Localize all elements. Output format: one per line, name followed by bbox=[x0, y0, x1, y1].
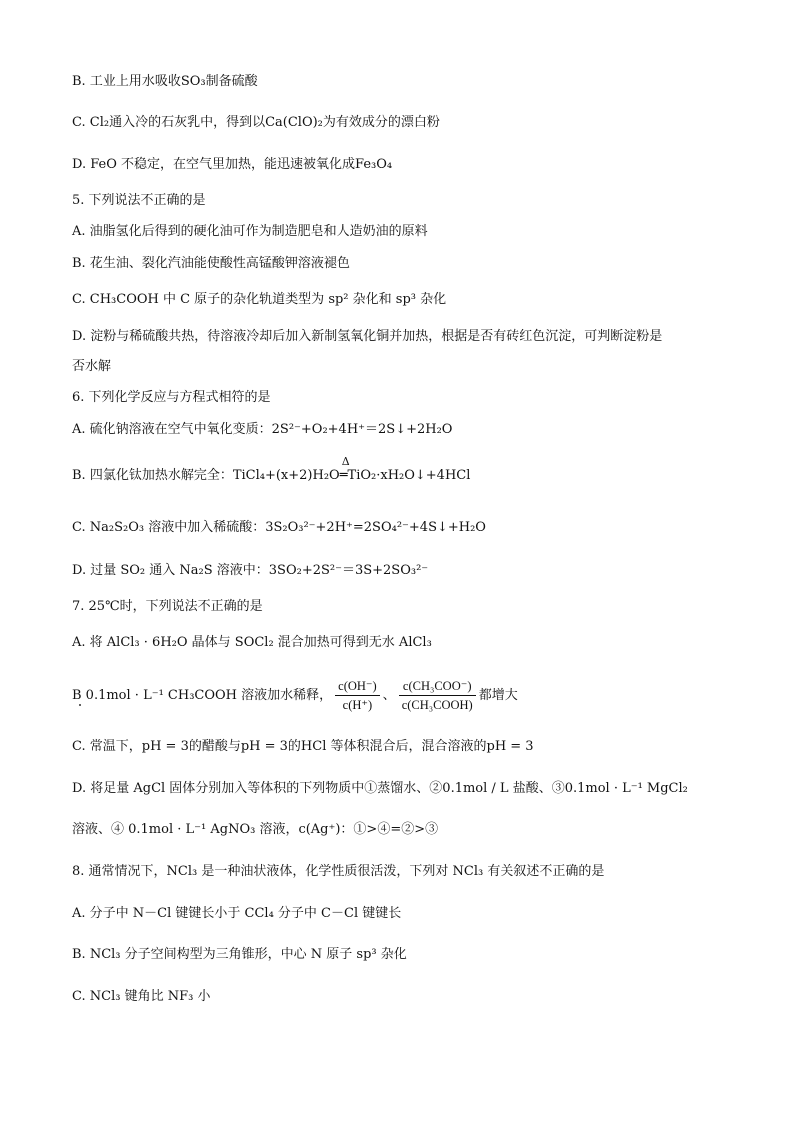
fraction-denominator: c(H⁺) bbox=[342, 698, 373, 712]
fraction-numerator: c(CH₃COO⁻) bbox=[399, 677, 476, 696]
stray-dot bbox=[79, 704, 81, 706]
question-7-stem: 7. 25℃时，下列说法不正确的是 bbox=[72, 599, 263, 614]
q8-option-c: C. NCl₃ 键角比 NF₃ 小 bbox=[72, 989, 211, 1004]
q5-option-b: B. 花生油、裂化汽油能使酸性高锰酸钾溶液褪色 bbox=[72, 256, 350, 271]
q7-option-d: D. 将足量 AgCl 固体分别加入等体积的下列物质中①蒸馏水、②0.1mol / L 盐酸、③0.1mol · L⁻¹ MgCl₂ bbox=[72, 781, 688, 796]
q8-option-b: B. NCl₃ 分子空间构型为三角锥形，中心 N 原子 sp³ 杂化 bbox=[72, 947, 407, 962]
q7-option-d-continued: 溶液、④ 0.1mol · L⁻¹ AgNO₃ 溶液，c(Ag⁺)：①>④=②>③ bbox=[72, 822, 439, 837]
q7-option-c: C. 常温下，pH = 3的醋酸与pH = 3的HCl 等体积混合后，混合溶液的pH = 3 bbox=[72, 739, 534, 754]
q8-option-a: A. 分子中 N－Cl 键键长小于 CCl₄ 分子中 C－Cl 键键长 bbox=[72, 906, 402, 921]
option-b-so3: B. 工业上用水吸收SO₃制备硫酸 bbox=[72, 74, 258, 89]
q6-option-b bbox=[72, 455, 734, 486]
q5-option-a: A. 油脂氢化后得到的硬化油可作为制造肥皂和人造奶油的原料 bbox=[72, 224, 428, 239]
fraction-denominator: c(CH₃COOH) bbox=[401, 698, 473, 712]
q6-option-a: A. 硫化钠溶液在空气中氧化变质：2S²⁻+O₂+4H⁺＝2S↓+2H₂O bbox=[72, 422, 453, 437]
fraction-numerator: c(OH⁻) bbox=[335, 677, 380, 696]
q7-option-a: A. 将 AlCl₃ · 6H₂O 晶体与 SOCl₂ 混合加热可得到无水 AlCl₃ bbox=[72, 635, 432, 650]
q5-option-d-continued: 否水解 bbox=[72, 359, 112, 374]
q5-option-c: C. CH₃COOH 中 C 原子的杂化轨道类型为 sp² 杂化和 sp³ 杂化 bbox=[72, 292, 447, 307]
fraction-acetate-over-acid bbox=[399, 677, 476, 714]
heat-equals-sign: Δ ═ bbox=[340, 466, 348, 486]
option-d-feo: D. FeO 不稳定，在空气里加热，能迅速被氧化成Fe₃O₄ bbox=[72, 157, 393, 172]
question-5-stem: 5. 下列说法不正确的是 bbox=[72, 193, 206, 208]
heat-delta-symbol: Δ bbox=[341, 455, 350, 468]
q7-option-b bbox=[72, 676, 734, 716]
q7-option-b-text: B 0.1mol · L⁻¹ CH₃COOH 溶液加水稀释， bbox=[72, 688, 333, 703]
q7-option-b-end: 都增大 bbox=[478, 688, 518, 703]
q6-option-b-right: TiO₂·xH₂O↓+4HCl bbox=[347, 468, 471, 483]
q6-option-d: D. 过量 SO₂ 通入 Na₂S 溶液中：3SO₂+2S²⁻＝3S+2SO₃²⁻ bbox=[72, 563, 429, 578]
q6-option-b-left: B. 四氯化钛加热水解完全：TiCl₄+(x+2)H₂O bbox=[72, 468, 340, 483]
q6-option-c: C. Na₂S₂O₃ 溶液中加入稀硫酸：3S₂O₃²⁻+2H⁺=2SO₄²⁻+4S↓+H₂O bbox=[72, 520, 486, 535]
separator: 、 bbox=[382, 688, 396, 703]
fraction-oh-over-h bbox=[335, 677, 380, 714]
question-8-stem: 8. 通常情况下，NCl₃ 是一种油状液体，化学性质很活泼，下列对 NCl₃ 有关叙述不正确的是 bbox=[72, 864, 605, 879]
q5-option-d: D. 淀粉与稀硫酸共热，待溶液冷却后加入新制氢氧化铜并加热，根据是否有砖红色沉淀，可判断淀粉是 bbox=[72, 329, 663, 344]
question-6-stem: 6. 下列化学反应与方程式相符的是 bbox=[72, 390, 271, 405]
option-c-bleaching-powder: C. Cl₂通入冷的石灰乳中，得到以Ca(ClO)₂为有效成分的漂白粉 bbox=[72, 115, 440, 130]
